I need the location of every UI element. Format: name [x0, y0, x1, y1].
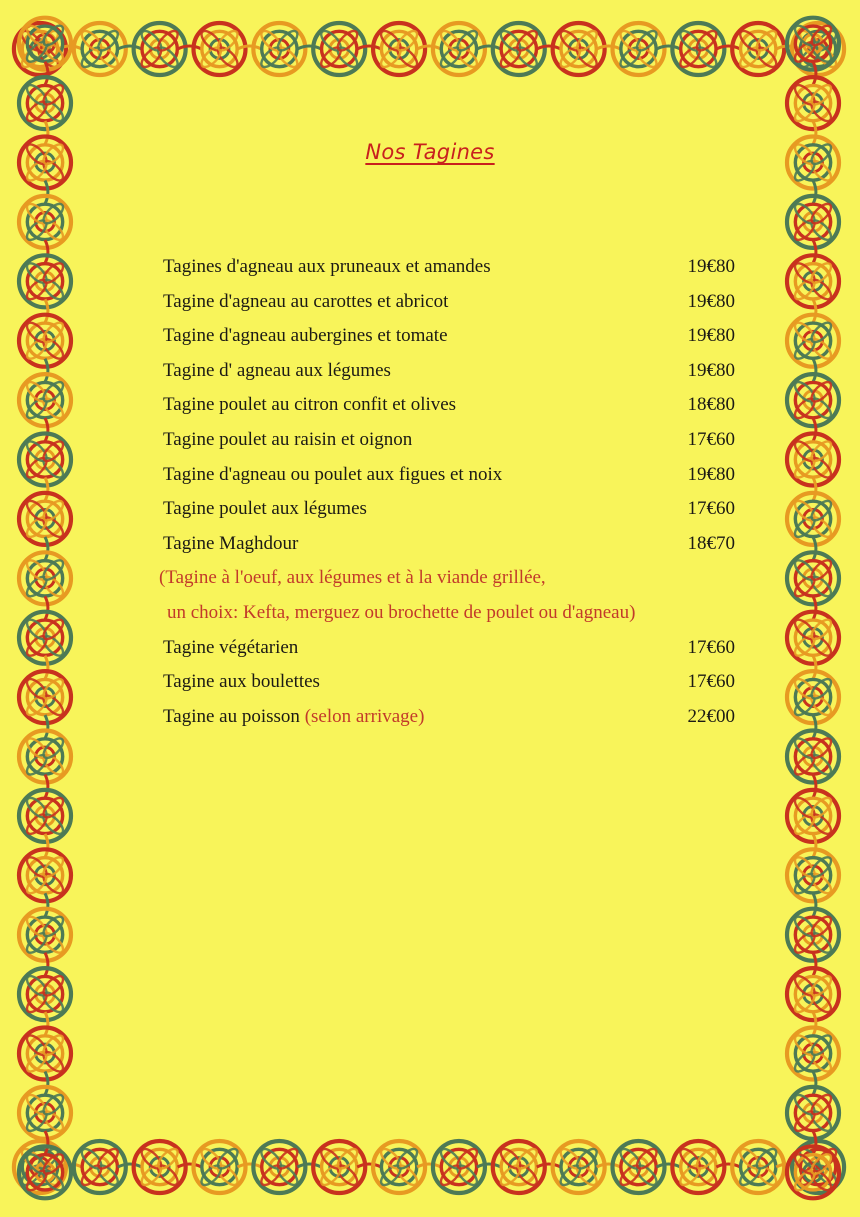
menu-item-name: Tagine au poisson — [163, 705, 300, 727]
menu-item-price: 22€00 — [687, 705, 735, 727]
menu-item-name: Tagine d'agneau ou poulet aux figues et noix — [163, 463, 503, 485]
menu-group-a — [163, 250, 743, 561]
menu-item-name: Tagine poulet au raisin et oignon — [163, 428, 413, 450]
tagine-menu-list — [159, 250, 743, 734]
celtic-knot-border-bottom — [10, 1132, 848, 1202]
menu-item — [163, 354, 743, 389]
menu-item-name: Tagine poulet aux légumes — [163, 498, 367, 520]
menu-item-price: 19€80 — [687, 359, 735, 381]
menu-item-name: Tagine poulet au citron confit et olives — [163, 394, 457, 416]
menu-item-name: Tagines d'agneau aux pruneaux et amandes — [163, 256, 491, 277]
menu-item-name: Tagine Maghdour — [163, 532, 299, 554]
menu-item-price: 17€60 — [687, 498, 735, 520]
menu-item — [163, 250, 743, 285]
menu-item-name: Tagine d'agneau aubergines et tomate — [163, 325, 448, 347]
menu-item — [163, 423, 743, 458]
menu-item-name-with-note — [163, 700, 424, 735]
celtic-knot-border-left — [10, 14, 80, 1202]
maghdour-note-line-1: (Tagine à l'oeuf, aux légumes et à la viande grillée, — [159, 567, 546, 589]
menu-item-price: 19€80 — [687, 325, 735, 347]
menu-item-price: 17€60 — [687, 671, 735, 693]
menu-item-price: 18€80 — [687, 394, 735, 416]
page-title: Nos Tagines — [365, 140, 495, 164]
menu-item — [163, 665, 743, 700]
menu-item — [163, 631, 743, 666]
menu-item-price: 17€60 — [687, 428, 735, 450]
menu-item — [163, 458, 743, 493]
menu-item-price: 17€60 — [687, 636, 735, 658]
maghdour-note-line-2: un choix: Kefta, merguez ou brochette de poulet ou d'agneau) — [167, 601, 636, 623]
menu-item — [163, 527, 743, 562]
menu-item-name: Tagine d' agneau aux légumes — [163, 359, 391, 381]
celtic-knot-border-top — [10, 14, 848, 84]
celtic-knot-border-right — [778, 14, 848, 1202]
menu-group-b — [163, 631, 743, 735]
menu-item-price: 18€70 — [687, 532, 735, 554]
menu-item-price: 19€80 — [687, 256, 735, 277]
menu-item-price: 19€80 — [687, 463, 735, 485]
menu-item — [163, 319, 743, 354]
menu-item-name: Tagine d'agneau au carottes et abricot — [163, 290, 449, 312]
menu-item — [163, 388, 743, 423]
menu-item-price: 19€80 — [687, 290, 735, 312]
menu-item-name: Tagine végétarien — [163, 636, 299, 658]
menu-item — [163, 492, 743, 527]
menu-item-poisson — [163, 700, 743, 735]
menu-item-name: Tagine aux boulettes — [163, 671, 320, 693]
menu-item — [163, 285, 743, 320]
menu-item-note: (selon arrivage) — [304, 705, 425, 727]
